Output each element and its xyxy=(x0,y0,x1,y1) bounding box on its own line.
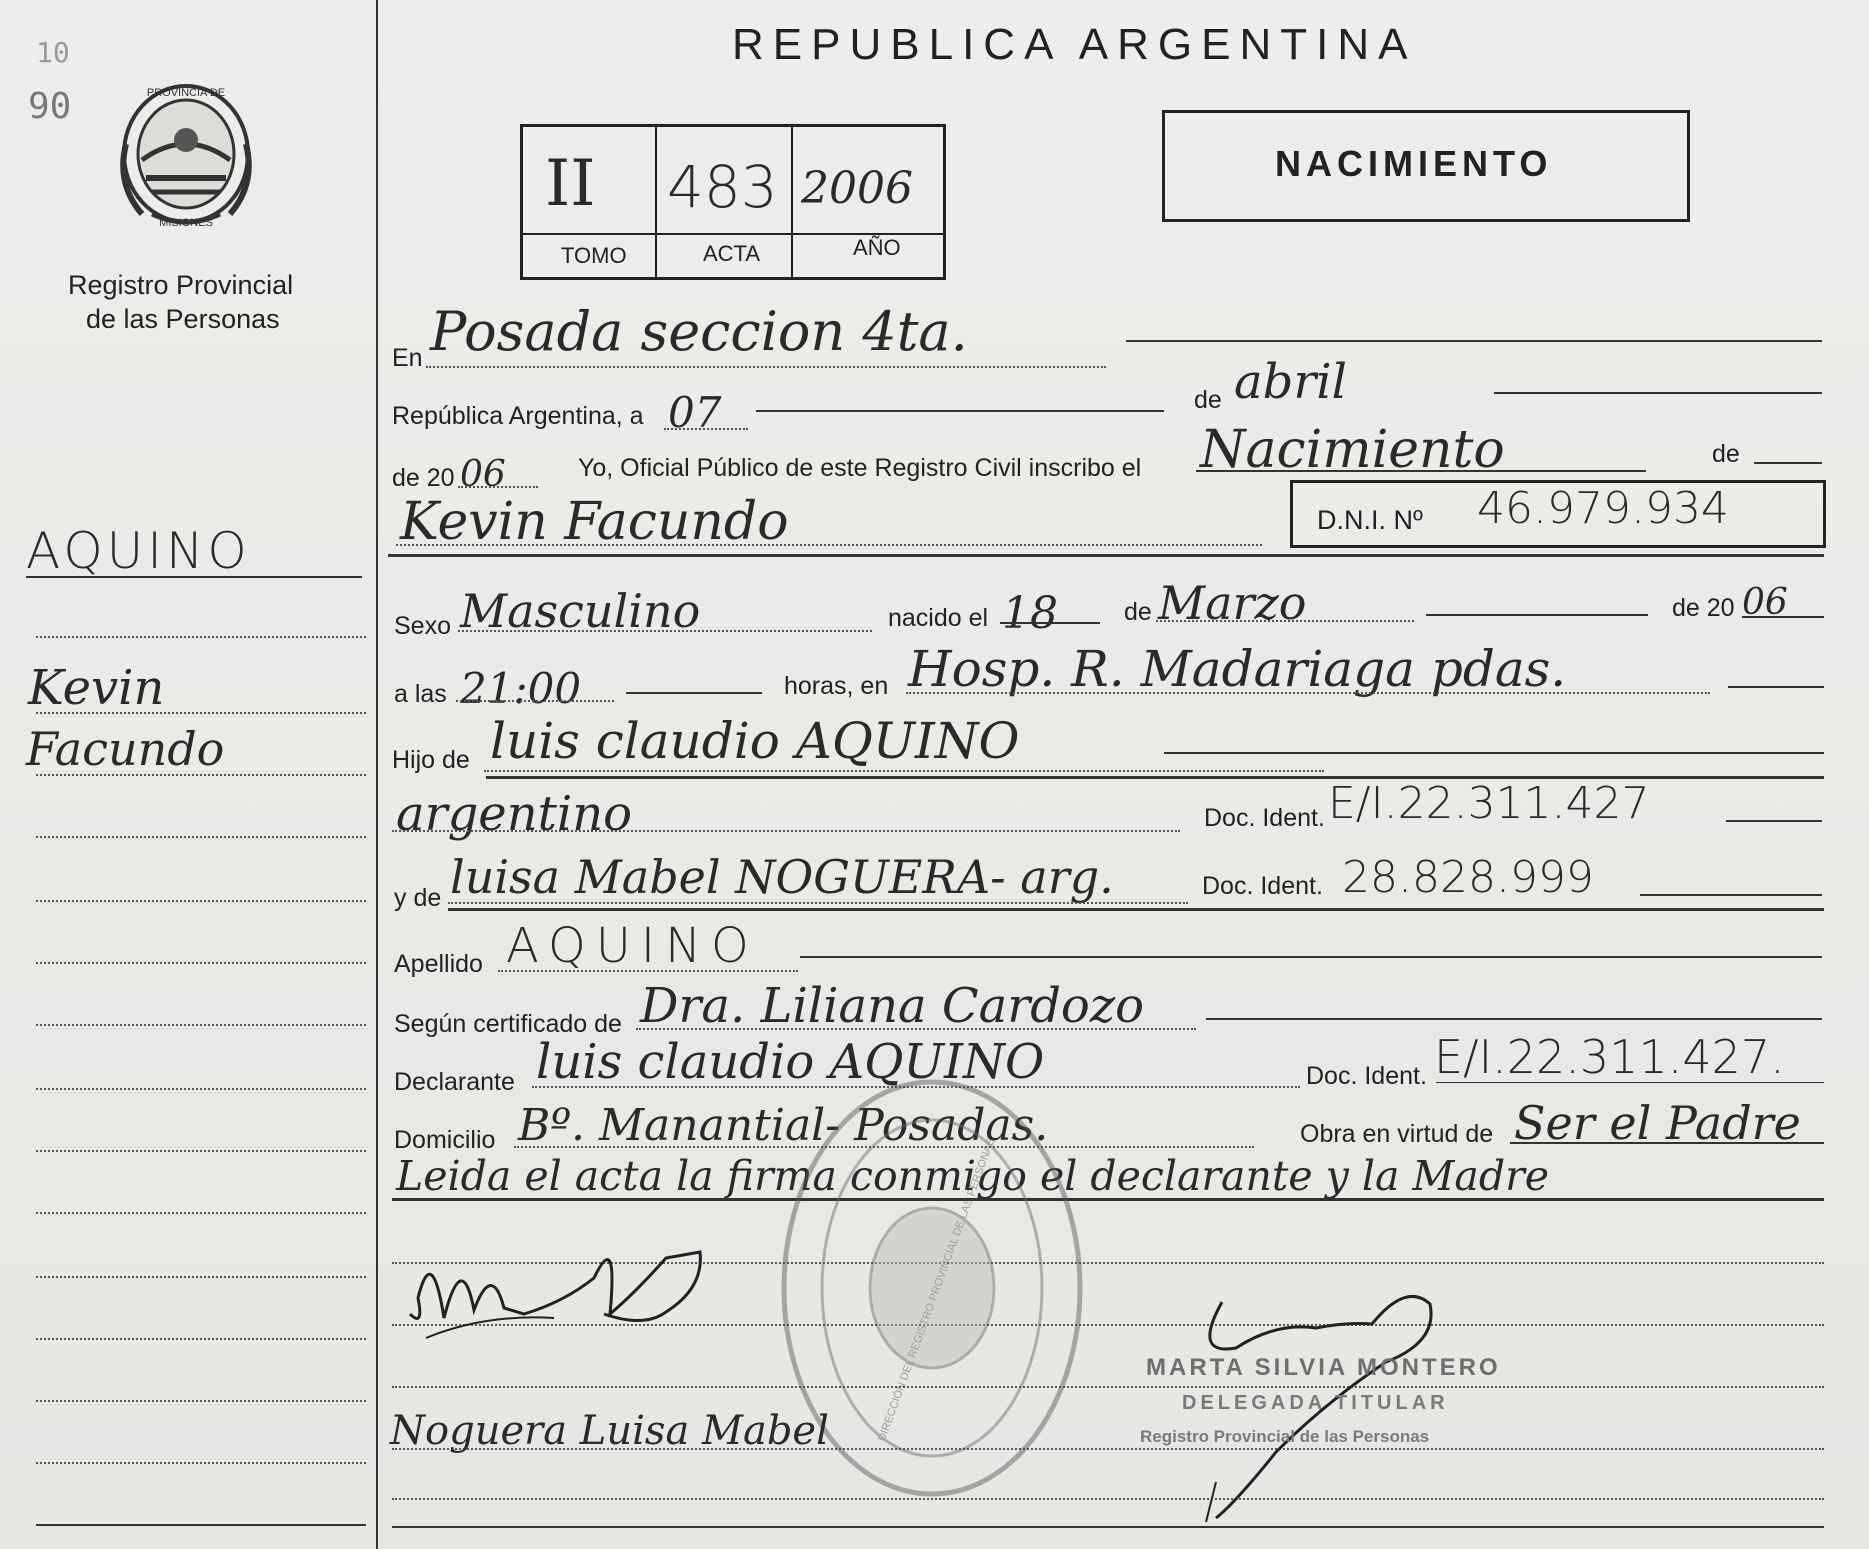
hijo-label: Hijo de xyxy=(392,746,470,774)
mother-signature: Noguera Luisa Mabel xyxy=(390,1408,829,1454)
year-value: 06 xyxy=(460,454,506,495)
padre-value: luis claudio AQUINO xyxy=(490,712,1020,770)
dni-box xyxy=(1290,480,1826,548)
margin-first-name: Kevin xyxy=(28,660,165,716)
tipo-value: Nacimiento xyxy=(1200,420,1505,480)
tomo-value: II xyxy=(545,147,596,221)
de20-label: de 20 xyxy=(392,464,455,492)
acta-label: ACTA xyxy=(703,241,761,266)
nacido-anio: 06 xyxy=(1742,582,1788,623)
en-value: Posada seccion 4ta. xyxy=(430,300,968,363)
margin-middle-name: Facundo xyxy=(26,722,225,776)
corner-note-bottom: 90 xyxy=(28,86,72,127)
anio-value: 2006 xyxy=(801,163,913,214)
provincial-seal-emblem xyxy=(112,74,260,234)
horas-label: horas, en xyxy=(784,672,889,700)
sexo-label: Sexo xyxy=(394,612,451,640)
registry-name-line-2: de las Personas xyxy=(86,304,280,334)
nombre-value: Kevin Facundo xyxy=(400,492,789,552)
leida-value: Leida el acta la firma conmigo el declarante y la Madre xyxy=(396,1152,1549,1200)
declarante-label: Declarante xyxy=(394,1068,515,1096)
seal-top-text: PROVINCIA DE xyxy=(146,87,226,99)
republica-label: República Argentina, a xyxy=(392,402,644,430)
hora-value: 21:00 xyxy=(460,664,582,713)
tomo-label: TOMO xyxy=(561,243,627,268)
dni-label: D.N.I. Nº xyxy=(1317,505,1423,535)
lugar-value: Hosp. R. Madariaga pdas. xyxy=(908,640,1567,698)
nacido-label: nacido el xyxy=(888,604,989,632)
padre-nacionalidad: argentino xyxy=(396,786,633,842)
dni-value: 46.979.934 xyxy=(1477,483,1729,534)
de-label-3: de xyxy=(1124,598,1152,626)
official-stamp xyxy=(1140,1354,1501,1446)
seal-ring-text: DIRECCIÓN DEL REGISTRO PROVINCIAL DE LAS PERSONAS xyxy=(876,1136,998,1444)
apellido-value: AQUINO xyxy=(506,918,759,974)
apellido-label: Apellido xyxy=(394,950,483,978)
nacido-dia: 18 xyxy=(1002,588,1058,639)
nacido-mes: Marzo xyxy=(1158,576,1307,630)
en-label: En xyxy=(392,344,423,372)
declarante-value: luis claudio AQUINO xyxy=(536,1034,1045,1090)
obra-value: Ser el Padre xyxy=(1514,1096,1801,1150)
registry-name-line-1: Registro Provincial xyxy=(68,270,294,300)
official-name: MARTA SILVIA MONTERO xyxy=(1146,1354,1501,1381)
yde-label: y de xyxy=(394,884,442,912)
domicilio-label: Domicilio xyxy=(394,1126,496,1154)
de20-label-2: de 20 xyxy=(1672,594,1735,622)
acta-value: 483 xyxy=(667,153,778,221)
domicilio-value: Bº. Manantial- Posadas. xyxy=(518,1100,1049,1151)
sexo-value: Masculino xyxy=(460,584,701,638)
official-title: DELEGADA TITULAR xyxy=(1182,1392,1449,1414)
country-title: REPUBLICA ARGENTINA xyxy=(732,20,1417,69)
obra-label: Obra en virtud de xyxy=(1300,1120,1494,1148)
record-type-label: NACIMIENTO xyxy=(1275,143,1553,184)
month-value: abril xyxy=(1234,354,1347,410)
de-label: de xyxy=(1194,386,1222,414)
day-value: 07 xyxy=(668,388,722,437)
column-divider xyxy=(376,0,378,1549)
father-signature xyxy=(404,1218,734,1368)
record-type-box xyxy=(1162,110,1690,222)
padre-doc-label: Doc. Ident. xyxy=(1204,804,1325,832)
madre-doc-label: Doc. Ident. xyxy=(1202,872,1323,900)
segun-label: Según certificado de xyxy=(394,1010,622,1038)
margin-surname: AQUINO xyxy=(26,522,251,580)
madre-value: luisa Mabel NOGUERA- arg. xyxy=(450,850,1114,904)
padre-doc-value: E/I.22.311.427 xyxy=(1328,778,1650,829)
anio-label: AÑO xyxy=(853,235,901,260)
declarante-doc-value: E/I.22.311.427. xyxy=(1434,1030,1785,1084)
declarante-doc-label: Doc. Ident. xyxy=(1306,1062,1427,1090)
corner-note-top: 10 xyxy=(36,36,70,69)
de-label-2: de xyxy=(1712,440,1740,468)
segun-value: Dra. Liliana Cardozo xyxy=(640,978,1144,1034)
alas-label: a las xyxy=(394,680,447,708)
seal-bottom-text: MISIONES xyxy=(159,217,213,229)
oficial-label: Yo, Oficial Público de este Registro Civil inscribo el xyxy=(578,454,1142,482)
register-reference-box xyxy=(520,124,946,280)
madre-doc-value: 28.828.999 xyxy=(1342,852,1594,903)
official-organization: Registro Provincial de las Personas xyxy=(1140,1427,1430,1446)
